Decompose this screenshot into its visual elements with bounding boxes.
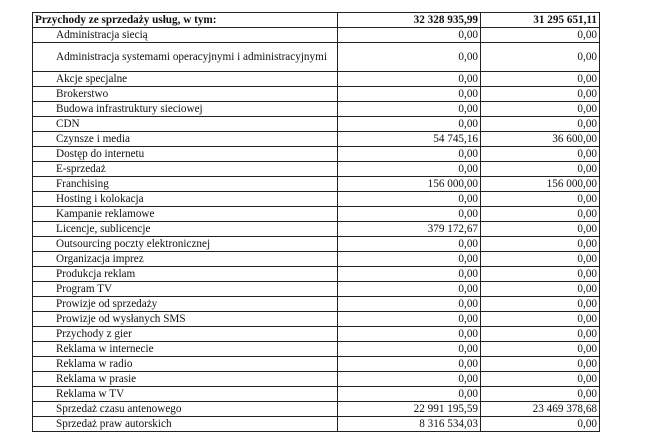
row-value-period-1: 379 172,67 xyxy=(338,222,481,237)
row-value-period-1: 0,00 xyxy=(338,297,481,312)
row-value-period-2: 156 000,00 xyxy=(481,177,600,192)
header-label: Przychody ze sprzedaży usług, w tym: xyxy=(33,13,338,28)
revenue-table xyxy=(32,12,600,432)
row-value-period-1: 0,00 xyxy=(338,267,481,282)
row-label: Organizacja imprez xyxy=(33,252,338,267)
row-value-period-2: 0,00 xyxy=(481,207,600,222)
row-value-period-1: 54 745,16 xyxy=(338,132,481,147)
table-row xyxy=(33,132,600,147)
financial-document xyxy=(32,12,599,432)
row-label: Czynsze i media xyxy=(33,132,338,147)
table-row xyxy=(33,297,600,312)
row-value-period-2: 0,00 xyxy=(481,312,600,327)
row-value-period-2: 0,00 xyxy=(481,117,600,132)
row-value-period-1: 0,00 xyxy=(338,357,481,372)
row-value-period-2: 0,00 xyxy=(481,267,600,282)
revenue-table-body xyxy=(33,13,600,432)
row-value-period-1: 0,00 xyxy=(338,87,481,102)
header-value-period-2: 31 295 651,11 xyxy=(481,13,600,28)
row-label: Licencje, sublicencje xyxy=(33,222,338,237)
row-value-period-2: 0,00 xyxy=(481,147,600,162)
row-value-period-2: 0,00 xyxy=(481,72,600,87)
row-value-period-1: 0,00 xyxy=(338,327,481,342)
row-value-period-1: 0,00 xyxy=(338,162,481,177)
row-value-period-2: 0,00 xyxy=(481,252,600,267)
row-label: Hosting i kolokacja xyxy=(33,192,338,207)
row-value-period-1: 0,00 xyxy=(338,237,481,252)
row-value-period-2: 0,00 xyxy=(481,43,600,72)
row-label: Budowa infrastruktury sieciowej xyxy=(33,102,338,117)
row-value-period-1: 0,00 xyxy=(338,147,481,162)
row-value-period-2: 0,00 xyxy=(481,297,600,312)
table-row xyxy=(33,357,600,372)
table-row xyxy=(33,87,600,102)
table-row xyxy=(33,222,600,237)
row-value-period-1: 0,00 xyxy=(338,312,481,327)
row-value-period-1: 0,00 xyxy=(338,72,481,87)
row-value-period-2: 0,00 xyxy=(481,387,600,402)
table-row xyxy=(33,192,600,207)
table-row xyxy=(33,117,600,132)
table-row xyxy=(33,237,600,252)
table-row xyxy=(33,162,600,177)
table-row xyxy=(33,28,600,43)
table-row xyxy=(33,402,600,417)
row-label: Sprzedaż praw autorskich xyxy=(33,417,338,432)
row-value-period-2: 0,00 xyxy=(481,87,600,102)
row-value-period-1: 0,00 xyxy=(338,117,481,132)
table-row xyxy=(33,387,600,402)
row-value-period-1: 156 000,00 xyxy=(338,177,481,192)
row-label: Reklama w prasie xyxy=(33,372,338,387)
row-label: Dostęp do internetu xyxy=(33,147,338,162)
table-header-row xyxy=(33,13,600,28)
row-label: Przychody z gier xyxy=(33,327,338,342)
row-value-period-2: 0,00 xyxy=(481,372,600,387)
row-label: CDN xyxy=(33,117,338,132)
table-row xyxy=(33,267,600,282)
row-label: Sprzedaż czasu antenowego xyxy=(33,402,338,417)
row-value-period-2: 23 469 378,68 xyxy=(481,402,600,417)
row-value-period-2: 0,00 xyxy=(481,192,600,207)
row-value-period-2: 0,00 xyxy=(481,357,600,372)
table-row xyxy=(33,342,600,357)
row-value-period-1: 0,00 xyxy=(338,43,481,72)
row-label: Reklama w internecie xyxy=(33,342,338,357)
row-label: Outsourcing poczty elektronicznej xyxy=(33,237,338,252)
row-value-period-1: 0,00 xyxy=(338,28,481,43)
table-row xyxy=(33,327,600,342)
row-label: Reklama w TV xyxy=(33,387,338,402)
row-label: Administracja systemami operacyjnymi i administracyjnymi xyxy=(33,43,338,72)
table-row xyxy=(33,372,600,387)
row-value-period-1: 0,00 xyxy=(338,207,481,222)
table-row xyxy=(33,207,600,222)
row-label: Kampanie reklamowe xyxy=(33,207,338,222)
row-value-period-1: 8 316 534,03 xyxy=(338,417,481,432)
row-value-period-2: 0,00 xyxy=(481,417,600,432)
table-row xyxy=(33,312,600,327)
table-row xyxy=(33,102,600,117)
row-value-period-1: 0,00 xyxy=(338,102,481,117)
table-row xyxy=(33,282,600,297)
row-label: Reklama w radio xyxy=(33,357,338,372)
row-value-period-2: 0,00 xyxy=(481,237,600,252)
row-label: Administracja siecią xyxy=(33,28,338,43)
table-row xyxy=(33,72,600,87)
row-value-period-1: 22 991 195,59 xyxy=(338,402,481,417)
row-value-period-2: 0,00 xyxy=(481,342,600,357)
row-value-period-1: 0,00 xyxy=(338,372,481,387)
row-value-period-2: 0,00 xyxy=(481,327,600,342)
table-row xyxy=(33,147,600,162)
row-value-period-1: 0,00 xyxy=(338,342,481,357)
row-label: Franchising xyxy=(33,177,338,192)
row-label: Program TV xyxy=(33,282,338,297)
row-label: Prowizje od wysłanych SMS xyxy=(33,312,338,327)
row-label: Brokerstwo xyxy=(33,87,338,102)
row-label: E-sprzedaż xyxy=(33,162,338,177)
row-label: Prowizje od sprzedaży xyxy=(33,297,338,312)
row-value-period-2: 0,00 xyxy=(481,282,600,297)
row-value-period-1: 0,00 xyxy=(338,192,481,207)
row-value-period-2: 0,00 xyxy=(481,222,600,237)
header-value-period-1: 32 328 935,99 xyxy=(338,13,481,28)
row-value-period-2: 36 600,00 xyxy=(481,132,600,147)
table-row xyxy=(33,43,600,72)
row-value-period-1: 0,00 xyxy=(338,252,481,267)
row-value-period-1: 0,00 xyxy=(338,282,481,297)
row-label: Akcje specjalne xyxy=(33,72,338,87)
row-value-period-2: 0,00 xyxy=(481,28,600,43)
table-row xyxy=(33,417,600,432)
table-row xyxy=(33,177,600,192)
row-value-period-2: 0,00 xyxy=(481,102,600,117)
row-value-period-1: 0,00 xyxy=(338,387,481,402)
table-row xyxy=(33,252,600,267)
row-value-period-2: 0,00 xyxy=(481,162,600,177)
row-label: Produkcja reklam xyxy=(33,267,338,282)
